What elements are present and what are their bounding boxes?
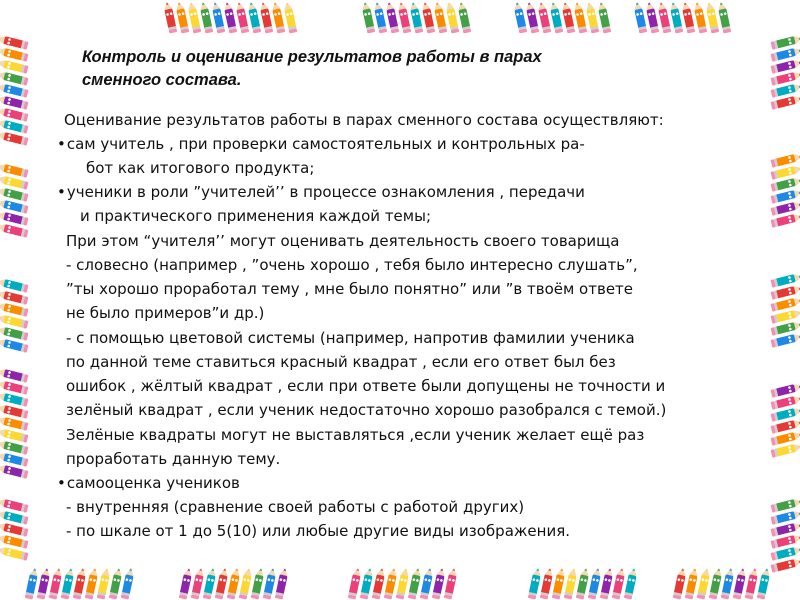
body-line: ”ты хорошо проработал тему , мне было понятно” или ”в твоём ответе: [66, 280, 634, 298]
body-line: - внутренняя (сравнение своей работы с работой других): [66, 498, 525, 516]
body-line: - с помощью цветовой системы (например, напротив фамилии ученика: [66, 329, 635, 347]
bullet-text: самооценка учеников: [66, 474, 240, 492]
bullet-item-teacher: [57, 133, 585, 155]
body-line: зелёный квадрат , если ученик недостаточно хорошо разобрался с темой.): [66, 401, 667, 419]
bullet-item-self-assessment: [57, 472, 240, 494]
body-line: При этом “учителя’’ могут оценивать деятельность своего товарища: [66, 232, 620, 250]
body-line: бот как итогового продукта;: [86, 159, 315, 177]
body-line: по данной теме ставиться красный квадрат , если его ответ был без: [66, 353, 616, 371]
bullet-text: ученики в роли ”учителей’’ в процессе ознакомления , передачи: [66, 183, 585, 201]
body-line: не было примеров”и др.): [66, 304, 265, 322]
bullet-item-students: [57, 181, 585, 203]
body-line: и практического применения каждой темы;: [80, 207, 431, 225]
body-line: Оценивание результатов работы в парах сменного состава осуществляют:: [64, 111, 664, 129]
slide-title-line-1: Контроль и оценивание результатов работы в парах: [82, 48, 542, 66]
body-line: - по шкале от 1 до 5(10) или любые другие виды изображения.: [66, 522, 570, 540]
bullet-text: сам учитель , при проверки самостоятельных и контрольных ра-: [66, 135, 585, 153]
body-line: - словесно (например , ”очень хорошо , тебя было интересно слушать”,: [66, 256, 638, 274]
body-line: Зелёные квадраты могут не выставляться ,если ученик желает ещё раз: [66, 426, 645, 444]
slide-title-line-2: сменного состава.: [82, 71, 242, 89]
body-line: проработать данную тему.: [66, 450, 281, 468]
body-line: ошибок , жёлтый квадрат , если при ответе были допущены не точности и: [66, 377, 666, 395]
